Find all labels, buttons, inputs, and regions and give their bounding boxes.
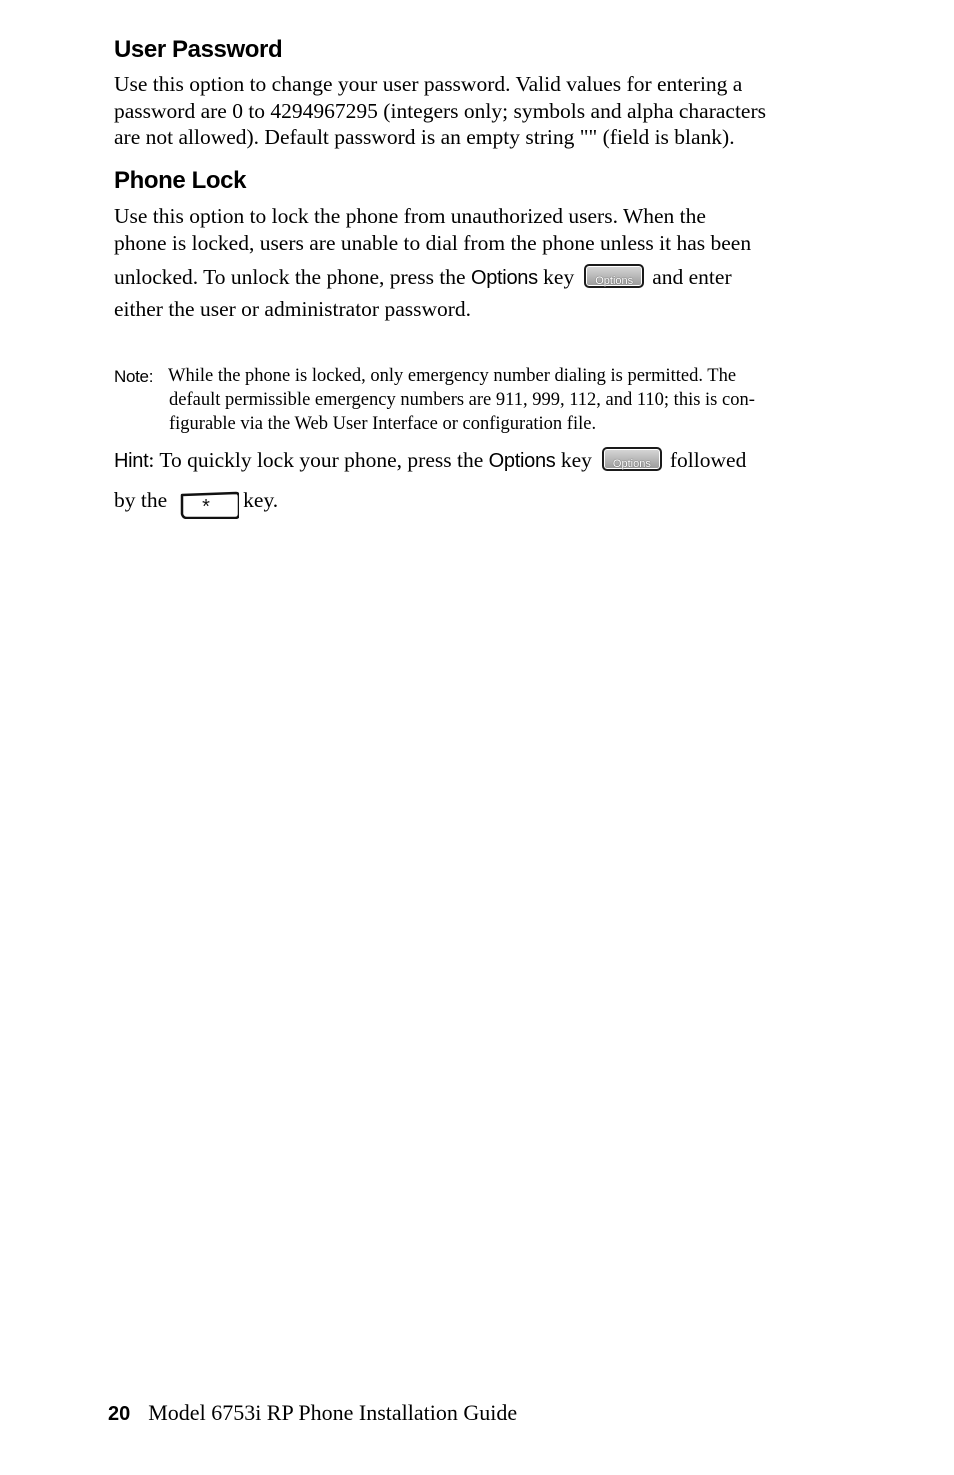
options-key-icon (602, 447, 662, 471)
hint-line-2-pre: by the (114, 488, 168, 512)
phone-lock-line-1: Use this option to lock the phone from unauthorized users. When the (114, 204, 706, 228)
phone-lock-line-3-post: and enter (652, 265, 732, 289)
hint-line-2-post: key. (243, 488, 279, 512)
page-footer (108, 1400, 517, 1426)
phone-lock-line-2: phone is locked, users are unable to dial from the phone unless it has been (114, 230, 752, 255)
hint-line-1-mid: key (555, 448, 592, 472)
options-key-label: Options (595, 275, 634, 287)
page-number: 20 (108, 1403, 131, 1425)
star-key-symbol: * (202, 496, 211, 518)
star-key-shape (179, 491, 239, 519)
options-key-label: Options (612, 458, 651, 470)
note-line-2: default permissible emergency numbers are 911, 999, 112, and 110; this is con- (169, 390, 755, 410)
phone-lock-line-3-pre: unlocked. To unlock the phone, press the (114, 265, 471, 289)
options-key-icon (584, 264, 644, 288)
phone-lock-line-3-mid: key (537, 265, 575, 289)
paragraph-user-password (114, 71, 854, 151)
hint-line-1 (114, 447, 854, 475)
heading-phone-lock: Phone Lock (114, 167, 247, 194)
star-key-icon (179, 491, 239, 517)
hint-options-term: Options (488, 450, 556, 472)
user-password-line-1: Use this option to change your user password. Valid values for entering a (114, 72, 743, 96)
paragraph-phone-lock (114, 203, 854, 256)
hint-line-2 (114, 487, 854, 517)
phone-lock-line-4: either the user or administrator password. (114, 297, 472, 321)
hint-line-1-pre: : To quickly lock your phone, press the (148, 448, 489, 472)
note-line-3: figurable via the Web User Interface or configuration file. (169, 414, 597, 434)
note-line-1: While the phone is locked, only emergency number dialing is permitted. The (168, 366, 737, 386)
heading-user-password: User Password (114, 36, 283, 63)
phone-lock-line-3 (114, 264, 854, 292)
note-label: Note: (114, 367, 154, 386)
options-term: Options (470, 267, 538, 289)
user-password-line-3: are not allowed). Default password is an empty string "" (field is blank). (114, 125, 735, 149)
hint-line-1-post: followed (669, 448, 747, 472)
footer-title: Model 6753i RP Phone Installation Guide (148, 1400, 518, 1425)
hint-label: Hint (114, 450, 149, 472)
user-password-line-2: password are 0 to 4294967295 (integers only; symbols and alpha characters (114, 98, 767, 123)
